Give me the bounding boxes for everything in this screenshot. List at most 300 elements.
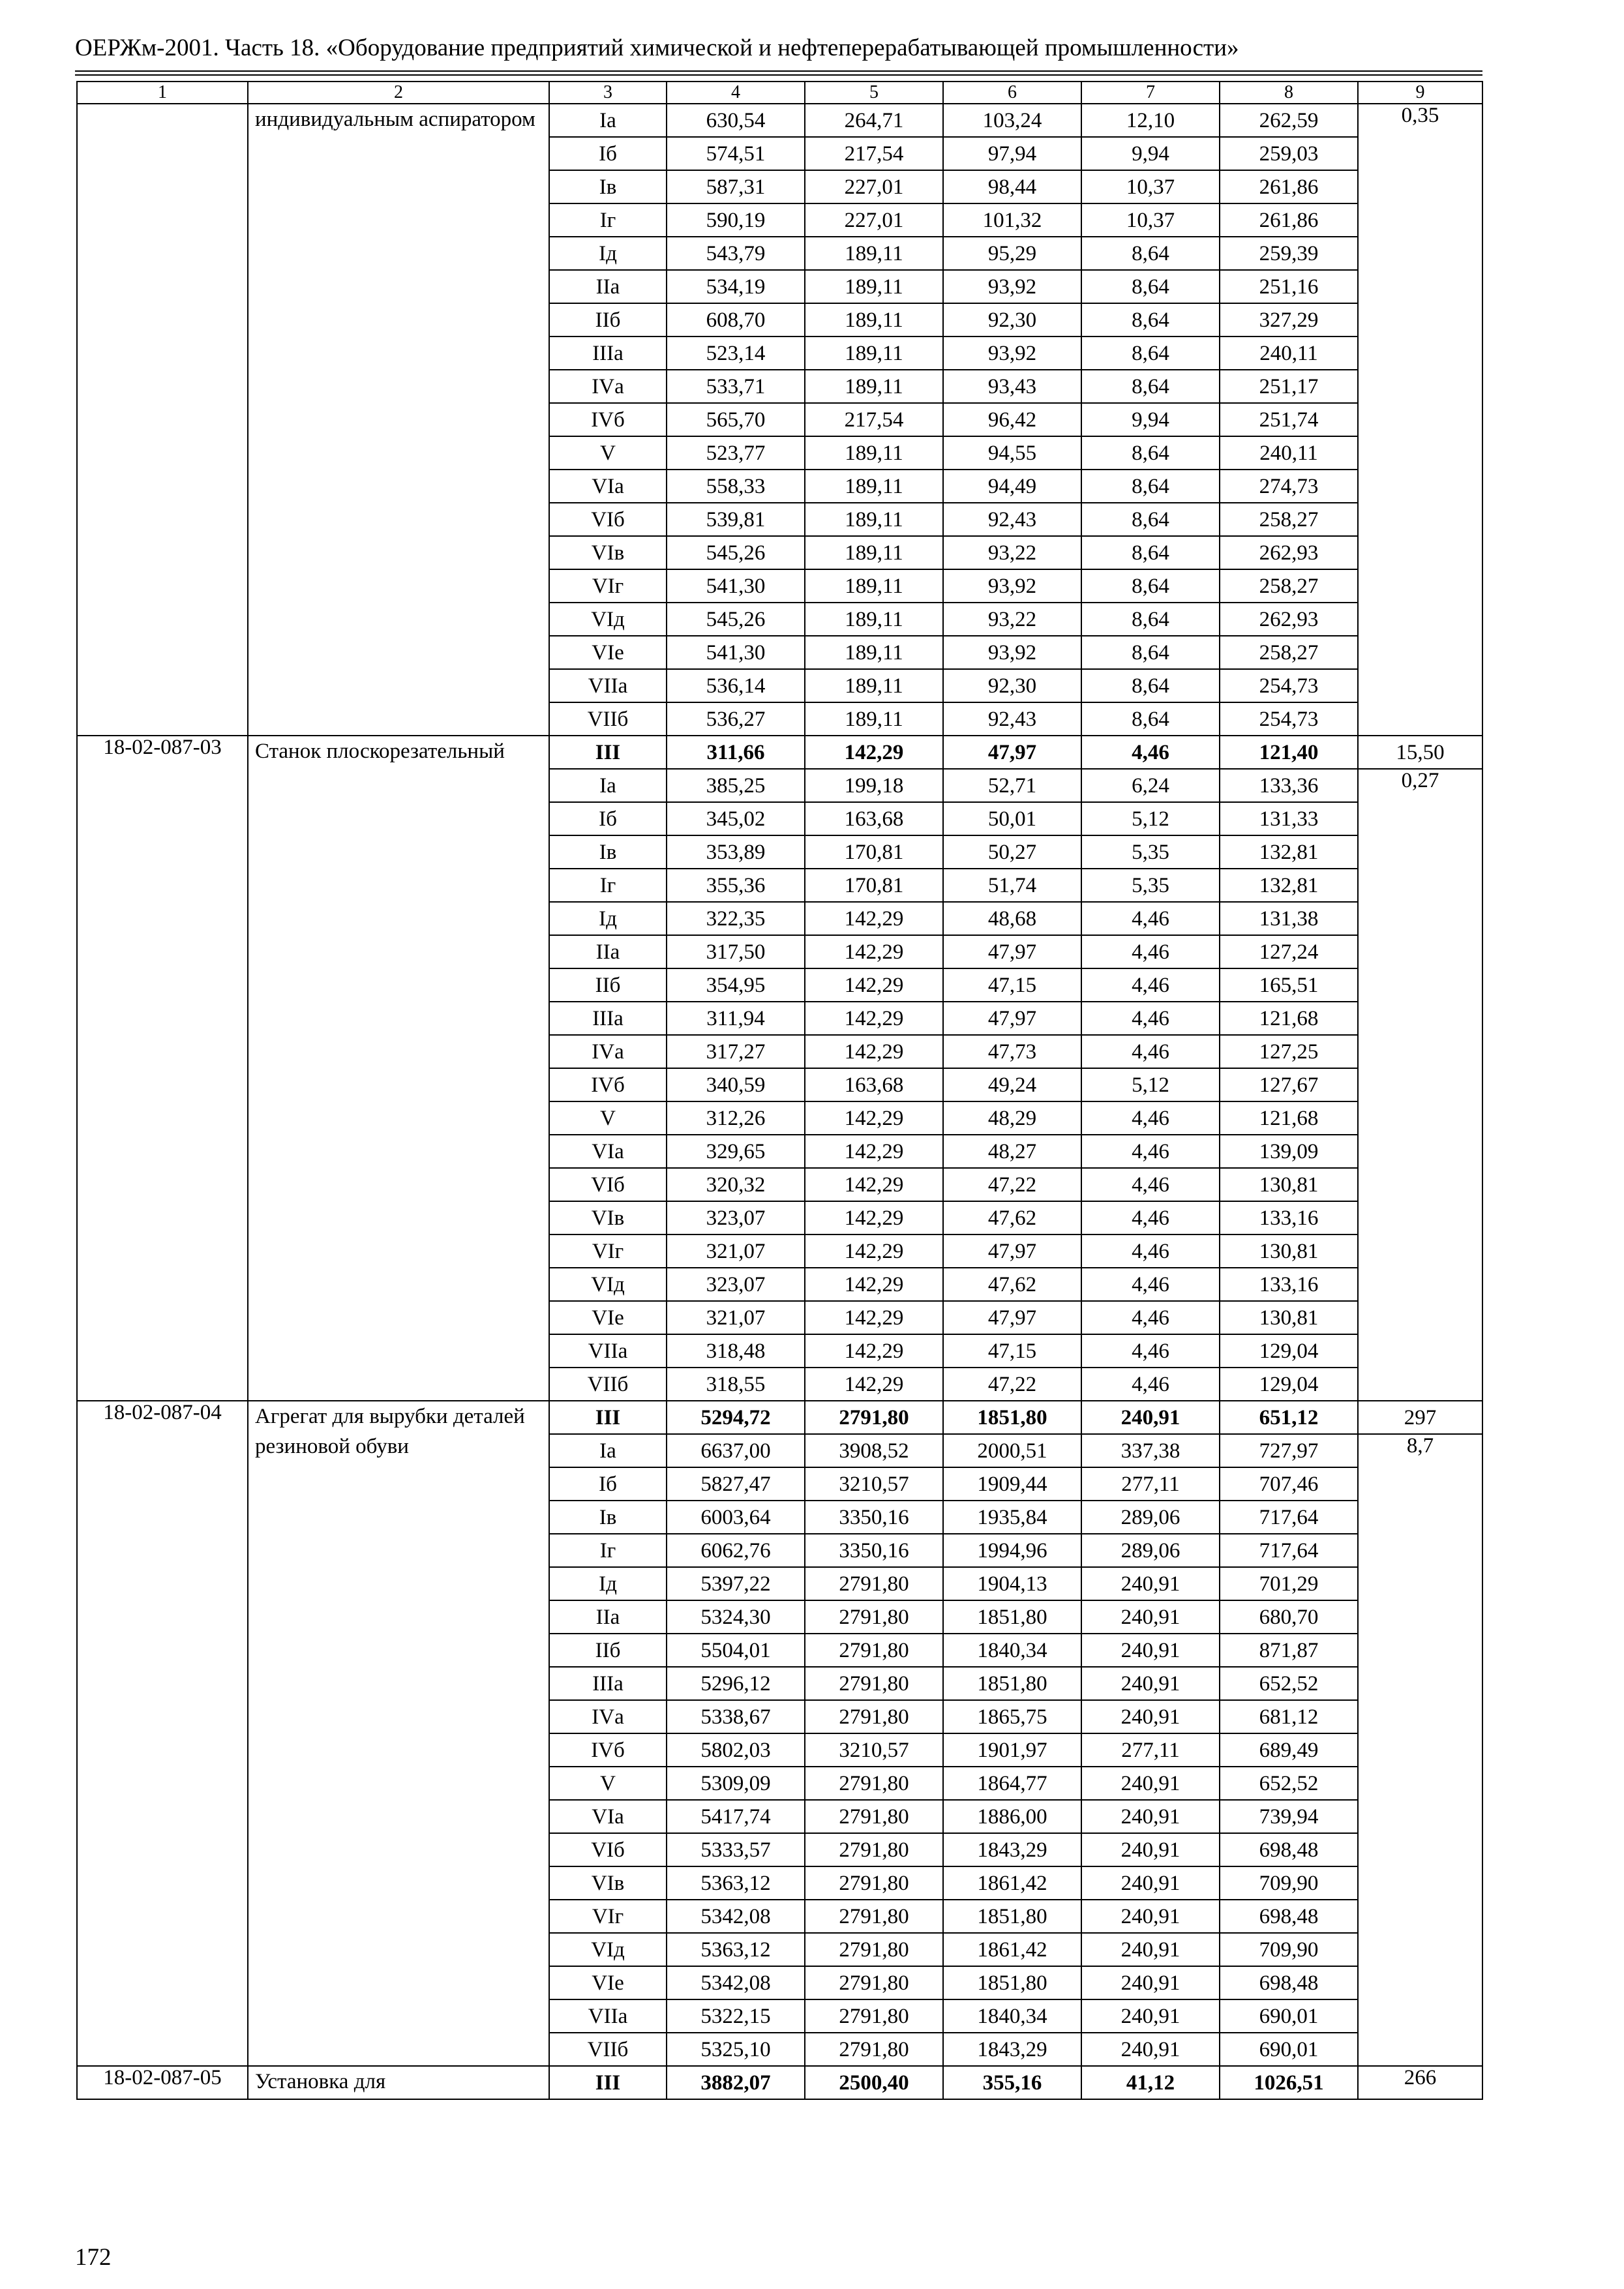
zone-cell: V — [549, 436, 667, 470]
value-cell: 9,94 — [1081, 137, 1220, 170]
zone-cell: VIв — [549, 1866, 667, 1900]
value-cell: 321,07 — [667, 1234, 805, 1268]
value-cell: 4,46 — [1081, 1268, 1220, 1301]
value-cell: 189,11 — [805, 603, 943, 636]
value-cell: 93,92 — [943, 337, 1081, 370]
value-cell: 93,92 — [943, 636, 1081, 669]
value-cell: 103,24 — [943, 104, 1081, 137]
value-cell: 1861,42 — [943, 1933, 1081, 1966]
item-name: Агрегат для вырубки деталей резиновой обуви — [248, 1401, 549, 2066]
zone-cell: Iб — [549, 137, 667, 170]
value-cell: 254,73 — [1220, 669, 1358, 702]
value-cell: 47,97 — [943, 935, 1081, 968]
value-cell: 4,46 — [1081, 1002, 1220, 1035]
zone-cell: VIв — [549, 536, 667, 569]
value-cell: 536,14 — [667, 669, 805, 702]
value-cell: 51,74 — [943, 869, 1081, 902]
value-cell: 10,37 — [1081, 170, 1220, 203]
value-cell: 1909,44 — [943, 1467, 1081, 1501]
value-cell: 95,29 — [943, 237, 1081, 270]
value-cell: 93,22 — [943, 603, 1081, 636]
value-cell: 50,27 — [943, 835, 1081, 869]
zone-cell: IIIа — [549, 1002, 667, 1035]
value-cell: 274,73 — [1220, 470, 1358, 503]
col9-coefficient: 0,27 — [1358, 769, 1482, 1401]
value-cell: 1840,34 — [943, 1999, 1081, 2033]
value-cell: 340,59 — [667, 1068, 805, 1101]
value-cell: 337,38 — [1081, 1434, 1220, 1467]
value-cell: 2791,80 — [805, 1800, 943, 1833]
value-cell: 652,52 — [1220, 1667, 1358, 1700]
value-cell: 142,29 — [805, 1368, 943, 1401]
value-cell: 717,64 — [1220, 1501, 1358, 1534]
value-cell: 240,91 — [1081, 1999, 1220, 2033]
value-cell: 533,71 — [667, 370, 805, 403]
value-cell: 541,30 — [667, 636, 805, 669]
value-cell: 317,50 — [667, 935, 805, 968]
value-cell: 5802,03 — [667, 1733, 805, 1767]
value-cell: 189,11 — [805, 702, 943, 736]
value-cell: 2500,40 — [805, 2066, 943, 2099]
value-cell: 311,94 — [667, 1002, 805, 1035]
value-cell: 262,59 — [1220, 104, 1358, 137]
value-cell: 47,73 — [943, 1035, 1081, 1068]
value-cell: 4,46 — [1081, 1368, 1220, 1401]
value-cell: 2791,80 — [805, 1567, 943, 1600]
value-cell: 311,66 — [667, 736, 805, 769]
value-cell: 5363,12 — [667, 1866, 805, 1900]
zone-cell: Iв — [549, 1501, 667, 1534]
value-cell: 142,29 — [805, 1135, 943, 1168]
value-cell: 217,54 — [805, 137, 943, 170]
value-cell: 8,64 — [1081, 436, 1220, 470]
value-cell: 8,64 — [1081, 237, 1220, 270]
zone-cell: VIIб — [549, 2033, 667, 2066]
value-cell: 543,79 — [667, 237, 805, 270]
value-cell: 5342,08 — [667, 1966, 805, 1999]
value-cell: 4,46 — [1081, 902, 1220, 935]
value-cell: 240,91 — [1081, 2033, 1220, 2066]
value-cell: 1851,80 — [943, 1667, 1081, 1700]
value-cell: 98,44 — [943, 170, 1081, 203]
value-cell: 189,11 — [805, 569, 943, 603]
value-cell: 262,93 — [1220, 603, 1358, 636]
value-cell: 94,49 — [943, 470, 1081, 503]
value-cell: 698,48 — [1220, 1900, 1358, 1933]
value-cell: 170,81 — [805, 869, 943, 902]
col9-coefficient: 8,7 — [1358, 1434, 1482, 2066]
value-cell: 1843,29 — [943, 1833, 1081, 1866]
column-number: 8 — [1220, 82, 1358, 104]
zone-cell: IIIа — [549, 337, 667, 370]
value-cell: 4,46 — [1081, 1168, 1220, 1201]
value-cell: 523,14 — [667, 337, 805, 370]
value-cell: 1886,00 — [943, 1800, 1081, 1833]
table-row — [77, 1401, 1482, 1434]
value-cell: 130,81 — [1220, 1301, 1358, 1334]
value-cell: 142,29 — [805, 1334, 943, 1368]
value-cell: 5363,12 — [667, 1933, 805, 1966]
value-cell: 217,54 — [805, 403, 943, 436]
value-cell: 47,22 — [943, 1168, 1081, 1201]
value-cell: 49,24 — [943, 1068, 1081, 1101]
value-cell: 189,11 — [805, 337, 943, 370]
value-cell: 545,26 — [667, 536, 805, 569]
value-cell: 262,93 — [1220, 536, 1358, 569]
value-cell: 4,46 — [1081, 1234, 1220, 1268]
zone-cell: IVб — [549, 403, 667, 436]
rates-table-body — [77, 82, 1482, 2099]
zone-cell: Iв — [549, 835, 667, 869]
value-cell: 2791,80 — [805, 1933, 943, 1966]
value-cell: 47,97 — [943, 1002, 1081, 1035]
value-cell: 4,46 — [1081, 736, 1220, 769]
item-code: 18-02-087-05 — [77, 2066, 248, 2099]
value-cell: 127,67 — [1220, 1068, 1358, 1101]
col9-value: 15,50 — [1358, 736, 1482, 769]
zone-cell: IVб — [549, 1068, 667, 1101]
value-cell: 5,35 — [1081, 869, 1220, 902]
value-cell: 4,46 — [1081, 1135, 1220, 1168]
value-cell: 240,91 — [1081, 1767, 1220, 1800]
value-cell: 189,11 — [805, 237, 943, 270]
value-cell: 1851,80 — [943, 1966, 1081, 1999]
zone-cell: IVа — [549, 370, 667, 403]
value-cell: 240,91 — [1081, 1833, 1220, 1866]
value-cell: 2791,80 — [805, 1767, 943, 1800]
zone-cell: Iв — [549, 170, 667, 203]
zone-cell: III — [549, 2066, 667, 2099]
value-cell: 323,07 — [667, 1201, 805, 1234]
value-cell: 2791,80 — [805, 1401, 943, 1434]
value-cell: 47,15 — [943, 968, 1081, 1002]
value-cell: 130,81 — [1220, 1168, 1358, 1201]
value-cell: 48,29 — [943, 1101, 1081, 1135]
value-cell: 1865,75 — [943, 1700, 1081, 1733]
column-number: 7 — [1081, 82, 1220, 104]
zone-cell: VIIа — [549, 669, 667, 702]
column-number: 2 — [248, 82, 549, 104]
zone-cell: VIа — [549, 1135, 667, 1168]
value-cell: 4,46 — [1081, 1334, 1220, 1368]
value-cell: 1994,96 — [943, 1534, 1081, 1567]
item-code: 18-02-087-04 — [77, 1401, 248, 2066]
column-number: 3 — [549, 82, 667, 104]
value-cell: 121,68 — [1220, 1101, 1358, 1135]
value-cell: 8,64 — [1081, 503, 1220, 536]
value-cell: 251,17 — [1220, 370, 1358, 403]
value-cell: 289,06 — [1081, 1501, 1220, 1534]
value-cell: 189,11 — [805, 503, 943, 536]
value-cell: 2791,80 — [805, 1700, 943, 1733]
zone-cell: Iд — [549, 902, 667, 935]
value-cell: 4,46 — [1081, 1301, 1220, 1334]
value-cell: 8,64 — [1081, 669, 1220, 702]
value-cell: 9,94 — [1081, 403, 1220, 436]
zone-cell: Iд — [549, 1567, 667, 1600]
value-cell: 6637,00 — [667, 1434, 805, 1467]
zone-cell: IVа — [549, 1035, 667, 1068]
value-cell: 5,35 — [1081, 835, 1220, 869]
value-cell: 47,97 — [943, 1234, 1081, 1268]
table-row — [77, 736, 1482, 769]
value-cell: 539,81 — [667, 503, 805, 536]
value-cell: 523,77 — [667, 436, 805, 470]
value-cell: 163,68 — [805, 1068, 943, 1101]
value-cell: 3882,07 — [667, 2066, 805, 2099]
value-cell: 690,01 — [1220, 1999, 1358, 2033]
value-cell: 608,70 — [667, 303, 805, 337]
value-cell: 690,01 — [1220, 2033, 1358, 2066]
value-cell: 142,29 — [805, 1035, 943, 1068]
value-cell: 5333,57 — [667, 1833, 805, 1866]
value-cell: 101,32 — [943, 203, 1081, 237]
value-cell: 251,16 — [1220, 270, 1358, 303]
value-cell: 132,81 — [1220, 835, 1358, 869]
value-cell: 3350,16 — [805, 1501, 943, 1534]
value-cell: 289,06 — [1081, 1534, 1220, 1567]
value-cell: 129,04 — [1220, 1334, 1358, 1368]
zone-cell: VIIб — [549, 702, 667, 736]
value-cell: 2000,51 — [943, 1434, 1081, 1467]
zone-cell: IIIа — [549, 1667, 667, 1700]
value-cell: 318,48 — [667, 1334, 805, 1368]
value-cell: 5309,09 — [667, 1767, 805, 1800]
zone-cell: VIд — [549, 1933, 667, 1966]
value-cell: 698,48 — [1220, 1966, 1358, 1999]
value-cell: 4,46 — [1081, 1101, 1220, 1135]
value-cell: 240,91 — [1081, 1667, 1220, 1700]
value-cell: 240,91 — [1081, 1567, 1220, 1600]
value-cell: 565,70 — [667, 403, 805, 436]
value-cell: 121,40 — [1220, 736, 1358, 769]
value-cell: 1861,42 — [943, 1866, 1081, 1900]
value-cell: 1851,80 — [943, 1900, 1081, 1933]
value-cell: 5,12 — [1081, 1068, 1220, 1101]
value-cell: 5827,47 — [667, 1467, 805, 1501]
value-cell: 93,43 — [943, 370, 1081, 403]
value-cell: 47,15 — [943, 1334, 1081, 1368]
value-cell: 317,27 — [667, 1035, 805, 1068]
value-cell: 189,11 — [805, 636, 943, 669]
zone-cell: IIа — [549, 935, 667, 968]
zone-cell: VIг — [549, 569, 667, 603]
value-cell: 558,33 — [667, 470, 805, 503]
value-cell: 142,29 — [805, 736, 943, 769]
value-cell: 6003,64 — [667, 1501, 805, 1534]
value-cell: 47,22 — [943, 1368, 1081, 1401]
value-cell: 189,11 — [805, 669, 943, 702]
value-cell: 142,29 — [805, 1101, 943, 1135]
value-cell: 4,46 — [1081, 968, 1220, 1002]
column-number: 6 — [943, 82, 1081, 104]
value-cell: 277,11 — [1081, 1467, 1220, 1501]
value-cell: 680,70 — [1220, 1600, 1358, 1634]
value-cell: 587,31 — [667, 170, 805, 203]
zone-cell: VIд — [549, 1268, 667, 1301]
value-cell: 132,81 — [1220, 869, 1358, 902]
value-cell: 142,29 — [805, 1301, 943, 1334]
value-cell: 142,29 — [805, 902, 943, 935]
column-number: 1 — [77, 82, 248, 104]
zone-cell: V — [549, 1101, 667, 1135]
zone-cell: IIб — [549, 968, 667, 1002]
value-cell: 536,27 — [667, 702, 805, 736]
value-cell: 698,48 — [1220, 1833, 1358, 1866]
value-cell: 5294,72 — [667, 1401, 805, 1434]
value-cell: 240,91 — [1081, 1900, 1220, 1933]
value-cell: 545,26 — [667, 603, 805, 636]
value-cell: 1864,77 — [943, 1767, 1081, 1800]
value-cell: 12,10 — [1081, 104, 1220, 137]
zone-cell: Iд — [549, 237, 667, 270]
item-name: индивидуальным аспиратором — [248, 104, 549, 736]
value-cell: 92,43 — [943, 702, 1081, 736]
value-cell: 92,30 — [943, 669, 1081, 702]
value-cell: 189,11 — [805, 270, 943, 303]
value-cell: 1851,80 — [943, 1401, 1081, 1434]
zone-cell: Iа — [549, 104, 667, 137]
col9-value: 297 — [1358, 1401, 1482, 1434]
value-cell: 240,91 — [1081, 1600, 1220, 1634]
value-cell: 259,03 — [1220, 137, 1358, 170]
column-number-row — [77, 82, 1482, 104]
value-cell: 240,91 — [1081, 1700, 1220, 1733]
value-cell: 261,86 — [1220, 203, 1358, 237]
value-cell: 2791,80 — [805, 1667, 943, 1700]
zone-cell: III — [549, 736, 667, 769]
value-cell: 329,65 — [667, 1135, 805, 1168]
value-cell: 6062,76 — [667, 1534, 805, 1567]
value-cell: 127,24 — [1220, 935, 1358, 968]
zone-cell: Iг — [549, 203, 667, 237]
value-cell: 92,30 — [943, 303, 1081, 337]
value-cell: 5342,08 — [667, 1900, 805, 1933]
value-cell: 1843,29 — [943, 2033, 1081, 2066]
value-cell: 4,46 — [1081, 1201, 1220, 1234]
zone-cell: Iа — [549, 769, 667, 802]
value-cell: 94,55 — [943, 436, 1081, 470]
value-cell: 8,64 — [1081, 569, 1220, 603]
value-cell: 1901,97 — [943, 1733, 1081, 1767]
value-cell: 133,36 — [1220, 769, 1358, 802]
value-cell: 92,43 — [943, 503, 1081, 536]
value-cell: 717,64 — [1220, 1534, 1358, 1567]
value-cell: 8,64 — [1081, 370, 1220, 403]
value-cell: 5325,10 — [667, 2033, 805, 2066]
value-cell: 2791,80 — [805, 1900, 943, 1933]
value-cell: 189,11 — [805, 370, 943, 403]
value-cell: 240,11 — [1220, 436, 1358, 470]
value-cell: 127,25 — [1220, 1035, 1358, 1068]
value-cell: 2791,80 — [805, 1966, 943, 1999]
value-cell: 3210,57 — [805, 1467, 943, 1501]
value-cell: 189,11 — [805, 436, 943, 470]
value-cell: 320,32 — [667, 1168, 805, 1201]
zone-cell: VIа — [549, 470, 667, 503]
zone-cell: VIг — [549, 1234, 667, 1268]
zone-cell: VIб — [549, 503, 667, 536]
value-cell: 541,30 — [667, 569, 805, 603]
page-header-title: ОЕРЖм-2001. Часть 18. «Оборудование предприятий химической и нефтеперерабатывающей промышленности» — [75, 35, 1239, 61]
value-cell: 261,86 — [1220, 170, 1358, 203]
value-cell: 701,29 — [1220, 1567, 1358, 1600]
col9-value: 0,35 — [1358, 104, 1482, 736]
item-code — [77, 104, 248, 736]
value-cell: 1935,84 — [943, 1501, 1081, 1534]
value-cell: 189,11 — [805, 536, 943, 569]
zone-cell: V — [549, 1767, 667, 1800]
value-cell: 240,91 — [1081, 1966, 1220, 1999]
value-cell: 240,91 — [1081, 1634, 1220, 1667]
value-cell: 139,09 — [1220, 1135, 1358, 1168]
column-number: 5 — [805, 82, 943, 104]
value-cell: 5296,12 — [667, 1667, 805, 1700]
value-cell: 354,95 — [667, 968, 805, 1002]
header-rule-top — [75, 70, 1482, 72]
item-name: Станок плоскорезательный — [248, 736, 549, 1401]
value-cell: 259,39 — [1220, 237, 1358, 270]
value-cell: 93,92 — [943, 270, 1081, 303]
value-cell: 6,24 — [1081, 769, 1220, 802]
value-cell: 47,62 — [943, 1201, 1081, 1234]
zone-cell: Iа — [549, 1434, 667, 1467]
value-cell: 227,01 — [805, 170, 943, 203]
value-cell: 4,46 — [1081, 1035, 1220, 1068]
value-cell: 142,29 — [805, 1168, 943, 1201]
zone-cell: IIб — [549, 1634, 667, 1667]
value-cell: 277,11 — [1081, 1733, 1220, 1767]
value-cell: 8,64 — [1081, 270, 1220, 303]
value-cell: 323,07 — [667, 1268, 805, 1301]
value-cell: 1026,51 — [1220, 2066, 1358, 2099]
value-cell: 133,16 — [1220, 1201, 1358, 1234]
value-cell: 2791,80 — [805, 2033, 943, 2066]
value-cell: 258,27 — [1220, 569, 1358, 603]
zone-cell: IVа — [549, 1700, 667, 1733]
value-cell: 709,90 — [1220, 1933, 1358, 1966]
value-cell: 142,29 — [805, 935, 943, 968]
value-cell: 5324,30 — [667, 1600, 805, 1634]
value-cell: 96,42 — [943, 403, 1081, 436]
value-cell: 47,97 — [943, 736, 1081, 769]
value-cell: 142,29 — [805, 1268, 943, 1301]
value-cell: 574,51 — [667, 137, 805, 170]
value-cell: 318,55 — [667, 1368, 805, 1401]
value-cell: 93,22 — [943, 536, 1081, 569]
value-cell: 630,54 — [667, 104, 805, 137]
zone-cell: VIе — [549, 1301, 667, 1334]
value-cell: 5,12 — [1081, 802, 1220, 835]
value-cell: 385,25 — [667, 769, 805, 802]
zone-cell: VIIа — [549, 1999, 667, 2033]
page-number: 172 — [75, 2244, 112, 2271]
value-cell: 93,92 — [943, 569, 1081, 603]
value-cell: 240,91 — [1081, 1933, 1220, 1966]
value-cell: 142,29 — [805, 1002, 943, 1035]
rates-table — [76, 81, 1483, 2100]
value-cell: 8,64 — [1081, 636, 1220, 669]
value-cell: 133,16 — [1220, 1268, 1358, 1301]
value-cell: 258,27 — [1220, 503, 1358, 536]
value-cell: 240,91 — [1081, 1866, 1220, 1900]
value-cell: 264,71 — [805, 104, 943, 137]
value-cell: 2791,80 — [805, 1634, 943, 1667]
value-cell: 322,35 — [667, 902, 805, 935]
value-cell: 240,91 — [1081, 1401, 1220, 1434]
value-cell: 227,01 — [805, 203, 943, 237]
value-cell: 8,64 — [1081, 470, 1220, 503]
